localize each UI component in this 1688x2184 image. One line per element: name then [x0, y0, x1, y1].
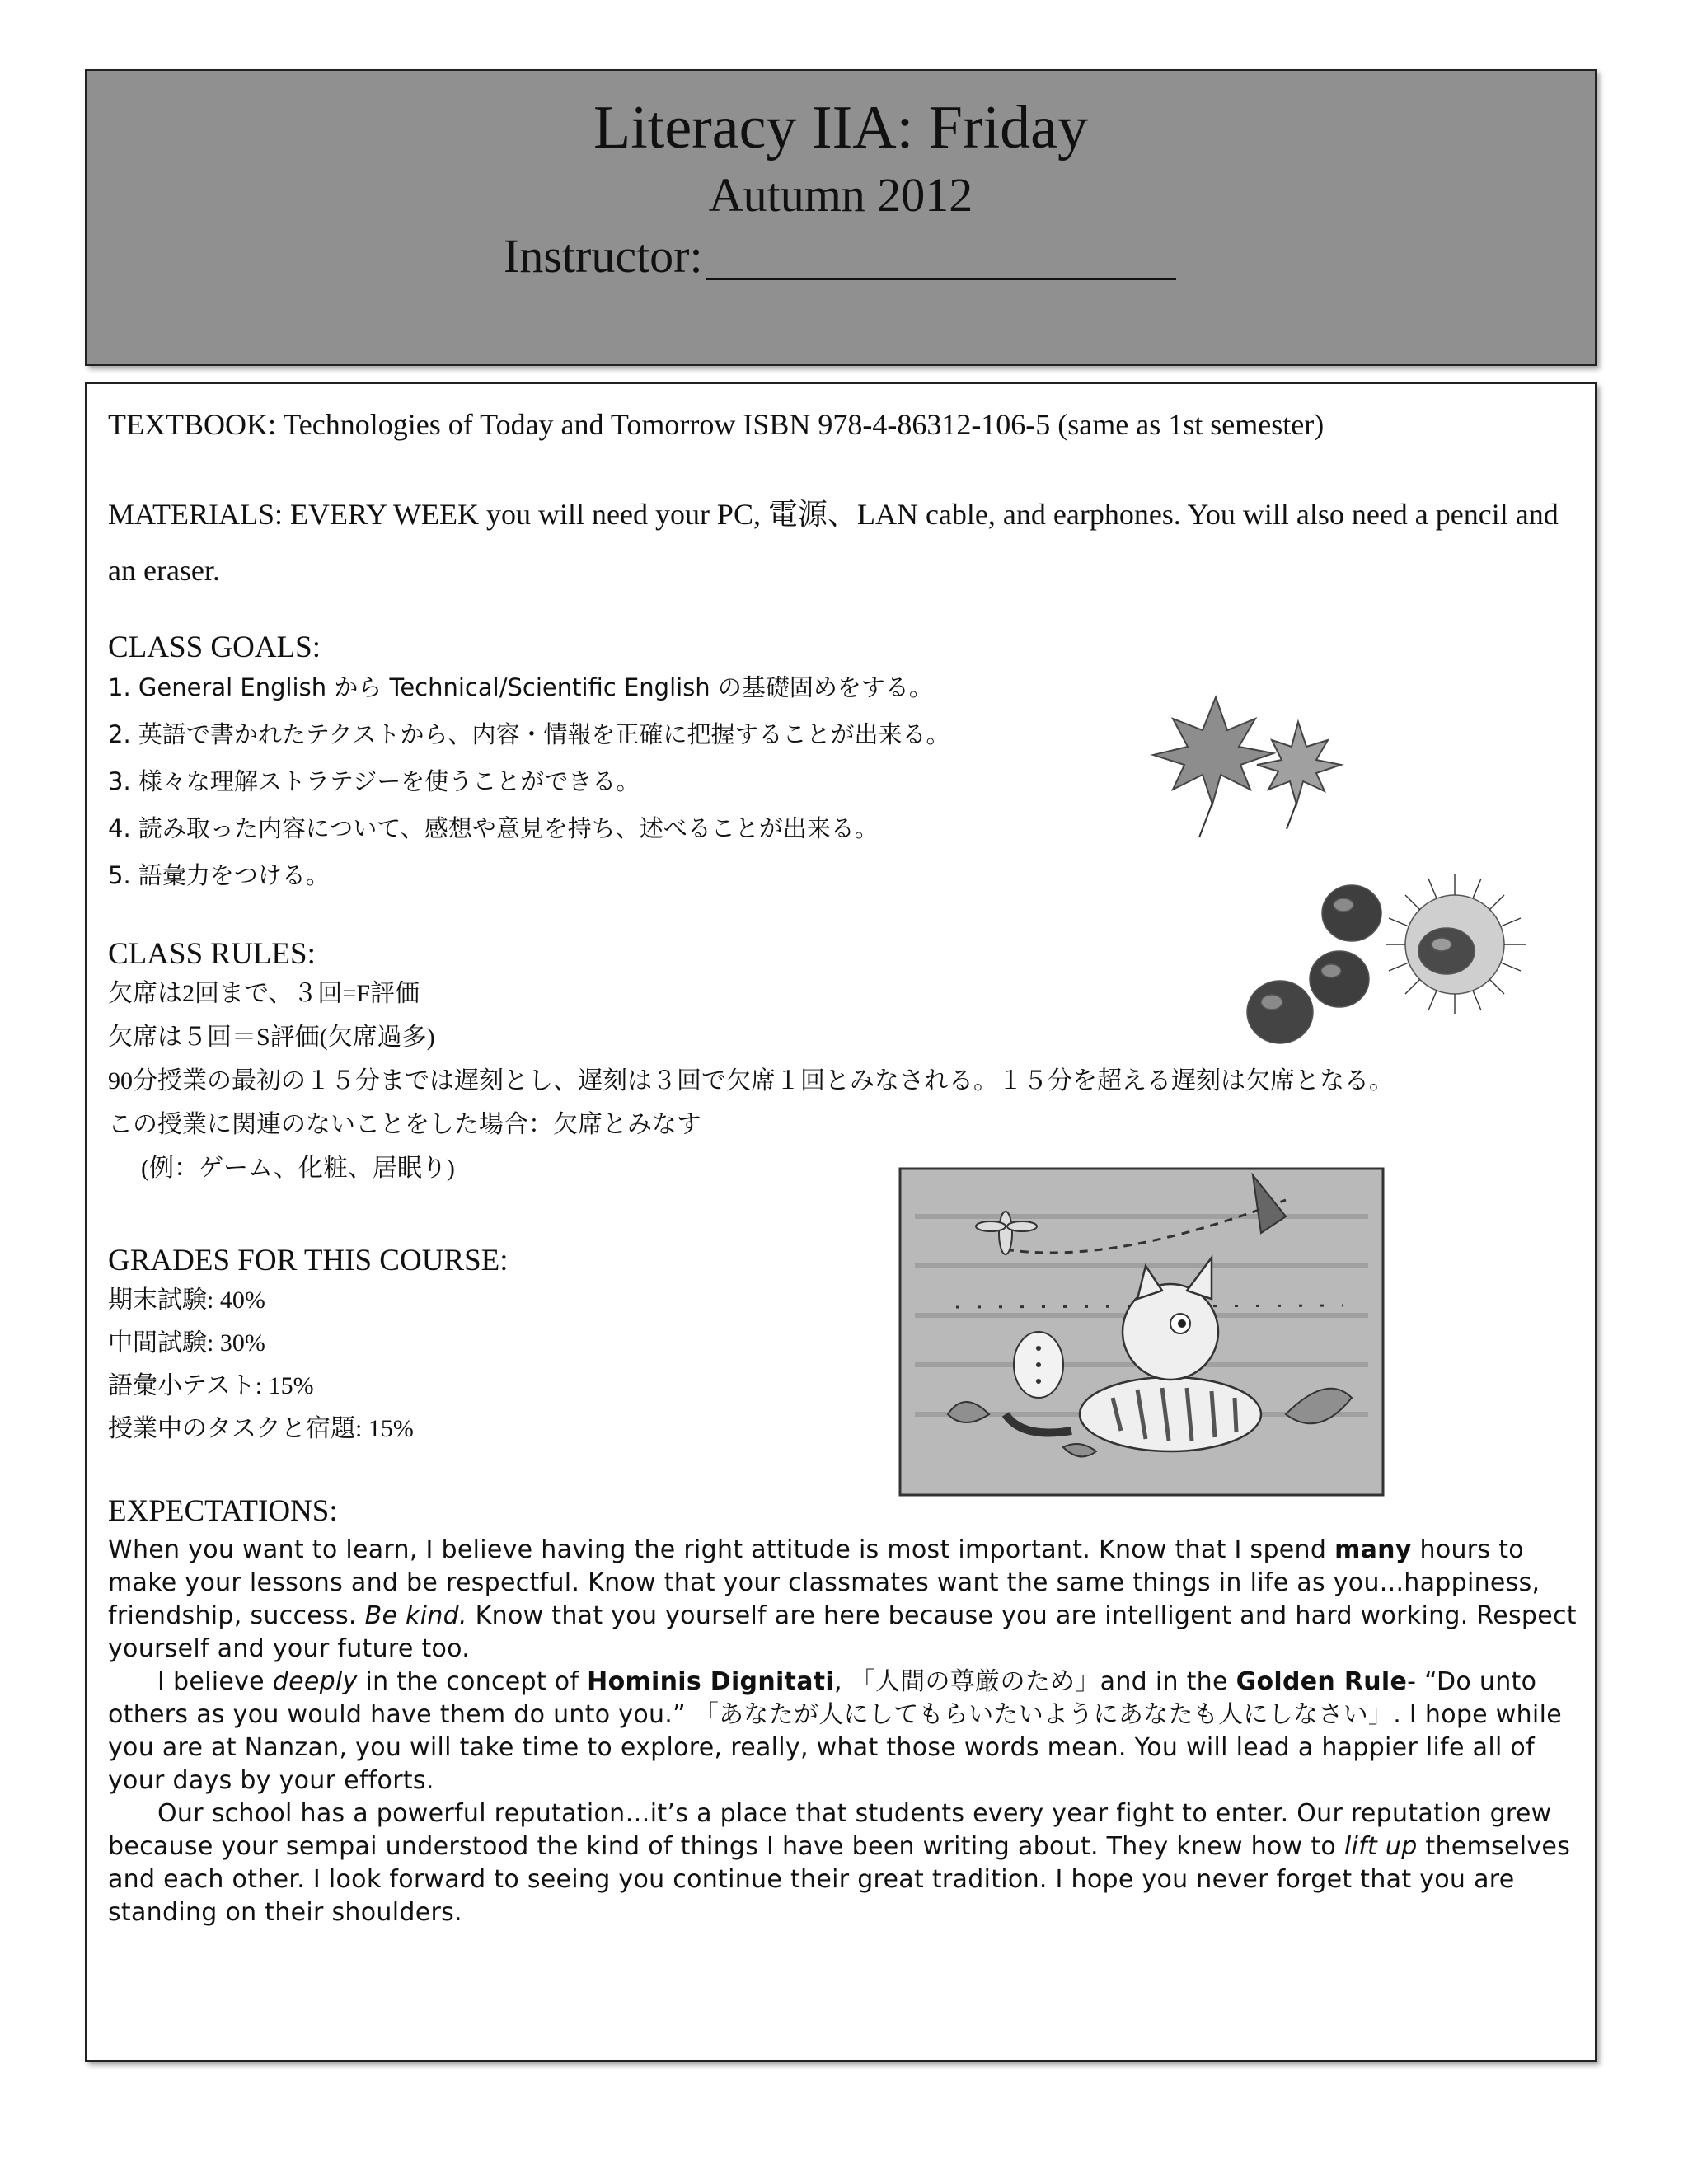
- list-item: 4. 読み取った内容について、感想や意見を持ち、述べることが出来る。: [108, 814, 879, 842]
- class-rules-list: [108, 977, 1394, 1196]
- syllabus-body: [85, 382, 1597, 2062]
- page-subtitle: Autumn 2012: [708, 168, 973, 222]
- list-item: この授業に関連のないことをした場合：欠席とみなす: [108, 1111, 701, 1138]
- expectations-paragraph-3: Our school has a powerful reputation…it’s a place that students every year fight to enter. Our reputation grew because your sempai understood the kind of things I have been writing about. They knew how to lift up themselves and each other. I look forward to seeing you continue their great tradition. I hope you never forget that you are standing on their shoulders.: [108, 1799, 1571, 1927]
- grades-heading: GRADES FOR THIS COURSE:: [108, 1244, 509, 1277]
- materials-paragraph: MATERIALS: EVERY WEEK you will need your PC, 電源、LAN cable, and earphones. You will also need a pencil and an eraser.: [108, 498, 1559, 587]
- expectations-paragraph-1: When you want to learn, I believe having the right attitude is most important. Know that I spend many hours to make your lessons and be respectful. Know that your classmates want the same things in life as you...happiness, friendship, success. Be kind. Know that you yourself are here because you are intelligent and hard working. Respect yourself and your future too.: [108, 1535, 1577, 1663]
- page-title: Literacy IIA: Friday: [593, 94, 1088, 162]
- list-item: 1. General English から Technical/Scientific English の基礎固めをする。: [108, 673, 933, 701]
- cat-illustration: [898, 1167, 1385, 1497]
- maple-leaves-illustration: [1142, 689, 1389, 846]
- list-item: 3. 様々な理解ストラテジーを使うことができる。: [108, 767, 640, 795]
- list-item: 5. 語彙力をつける。: [108, 861, 330, 889]
- expectations-paragraph-2: I believe deeply in the concept of Hominis Dignitati, 「人間の尊厳のため」and in the Golden Rule- “Do unto others as you would have them do unto you.” 「あなたが人にしてもらいたいようにあなたも人にしなさい」. I hope while you are at Nanzan, you will take time to explore, really, what those words mean. You will lead a happier life all of your days by your efforts.: [108, 1667, 1562, 1795]
- chestnuts-illustration: [1207, 870, 1578, 1060]
- textbook-line: TEXTBOOK: Technologies of Today and Tomorrow ISBN 978-4-86312-106-5 (same as 1st semester): [108, 408, 1325, 441]
- list-item: 語彙小テスト: 15%: [108, 1372, 314, 1399]
- list-item: 中間試験: 30%: [108, 1329, 265, 1357]
- expectations-text: [108, 1534, 1583, 1929]
- class-rules-heading: CLASS RULES:: [108, 937, 316, 971]
- list-item: 欠席は５回＝S評価(欠席過多): [108, 1024, 435, 1051]
- class-goals-list: [108, 671, 950, 906]
- list-item: 90分授業の最初の１５分までは遅刻とし、遅刻は３回で欠席１回とみなされる。１５分を超える遅刻は欠席となる。: [108, 1067, 1394, 1094]
- expectations-heading: EXPECTATIONS:: [108, 1494, 338, 1528]
- class-goals-heading: CLASS GOALS:: [108, 630, 321, 664]
- grades-list: [108, 1284, 414, 1455]
- list-item: 期末試験: 40%: [108, 1286, 265, 1314]
- list-item: (例：ゲーム、化粧、居眠り): [141, 1155, 455, 1182]
- list-item: 2. 英語で書かれたテクストから、内容・情報を正確に把握することが出来る。: [108, 720, 950, 748]
- header-box: [85, 69, 1597, 366]
- instructor-label: Instructor:: [504, 229, 703, 283]
- instructor-field: [504, 229, 1176, 283]
- list-item: 授業中のタスクと宿題: 15%: [108, 1415, 414, 1442]
- instructor-blank-line: [706, 237, 1176, 280]
- list-item: 欠席は2回まで、３回=F評価: [108, 980, 420, 1007]
